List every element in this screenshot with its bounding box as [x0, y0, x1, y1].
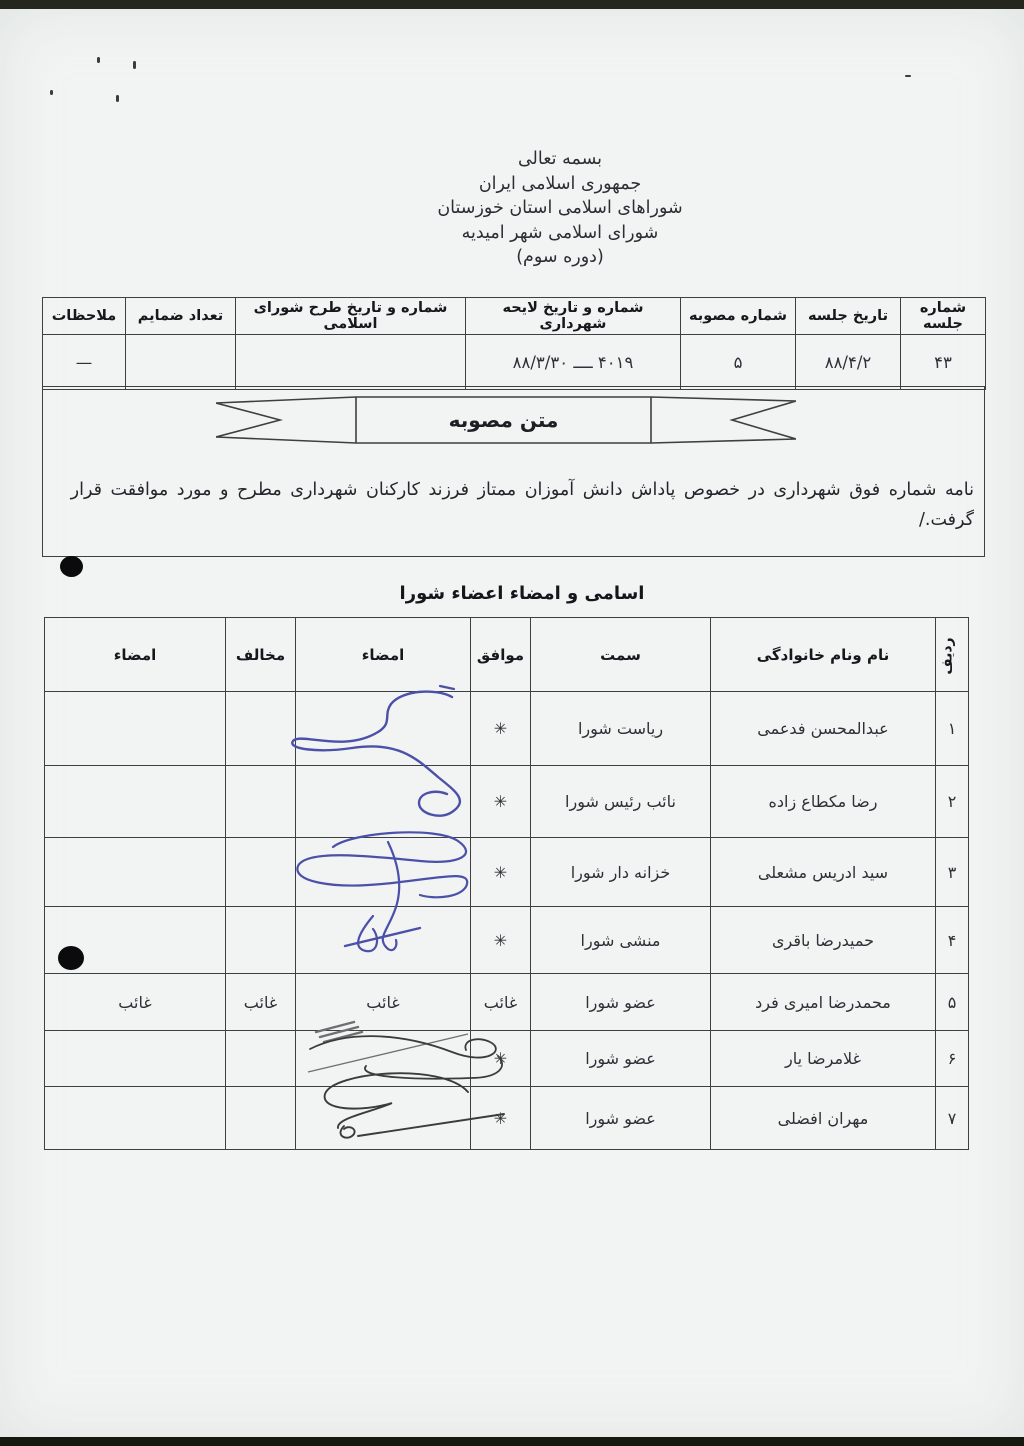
cell-agree-mark: ✳: [471, 692, 531, 766]
header-resolution-number: شماره مصوبه: [681, 298, 796, 335]
cell-agree-mark: ✳: [471, 1031, 531, 1087]
cell-signature-2: [45, 692, 226, 766]
cell-row-no: ۵: [936, 974, 969, 1031]
cell-position: منشی شورا: [531, 907, 711, 974]
member-row: [45, 838, 969, 907]
cell-agree-mark: ✳: [471, 766, 531, 838]
cell-row-no: ۴: [936, 907, 969, 974]
cell-name: رضا مکطاع زاده: [711, 766, 936, 838]
member-row: [45, 766, 969, 838]
cell-oppose: [226, 692, 296, 766]
scan-edge: [0, 1437, 1024, 1446]
header-session-number: شماره جلسه: [901, 298, 986, 335]
scan-speck: [50, 90, 53, 95]
resolution-banner-ribbon: [216, 393, 796, 447]
cell-oppose: غائب: [226, 974, 296, 1031]
header-council-plan: شماره و تاریخ طرح شورای اسلامی: [236, 298, 466, 335]
member-row: [45, 907, 969, 974]
resolution-text: نامه شماره فوق شهرداری در خصوص پاداش دانش آموزان ممتاز فرزند کارکنان شهرداری مطرح و مورد موافقت قرار گرفت./: [70, 480, 974, 530]
cell-signature: غائب: [296, 974, 471, 1031]
members-header-row: [45, 618, 969, 692]
member-row: [45, 974, 969, 1031]
header-member-position: سمت: [531, 618, 711, 692]
cell-signature-2: [45, 838, 226, 907]
cell-signature-2: غائب: [45, 974, 226, 1031]
cell-signature-2: [45, 1087, 226, 1150]
cell-agree-mark: ✳: [471, 838, 531, 907]
cell-name: مهران افضلی: [711, 1087, 936, 1150]
value-resolution-number: ۵: [681, 335, 796, 390]
cell-signature: [296, 692, 471, 766]
value-session-number: ۴۳: [901, 335, 986, 390]
session-meta-table: [42, 297, 986, 390]
cell-agree-mark: غائب: [471, 974, 531, 1031]
header-municipality-bill: شماره و تاریخ لایحه شهرداری: [466, 298, 681, 335]
value-municipality-bill: ۴۰۱۹ ــــ ۸۸/۳/۳۰: [466, 335, 681, 390]
cell-signature: [296, 838, 471, 907]
cell-position: عضو شورا: [531, 1031, 711, 1087]
cell-position: نائب رئیس شورا: [531, 766, 711, 838]
city-org-line: شورای اسلامی شهر امیدیه: [461, 222, 659, 243]
cell-oppose: [226, 838, 296, 907]
cell-oppose: [226, 1031, 296, 1087]
header-session-date: تاریخ جلسه: [796, 298, 901, 335]
scan-speck: [905, 75, 911, 77]
row-number-label: ردیف: [939, 636, 956, 675]
meta-value-row: [43, 335, 986, 390]
scan-speck: [133, 61, 136, 69]
cell-signature-2: [45, 1031, 226, 1087]
cell-row-no: ۷: [936, 1087, 969, 1150]
member-row: [45, 1087, 969, 1150]
cell-agree-mark: ✳: [471, 907, 531, 974]
header-member-name: نام ونام خانوادگی: [711, 618, 936, 692]
scan-speck: [116, 95, 119, 102]
header-remarks: ملاحظات: [43, 298, 126, 335]
cell-position: ریاست شورا: [531, 692, 711, 766]
cell-row-no: ۳: [936, 838, 969, 907]
members-signature-table: [44, 617, 969, 1150]
header-attachments-count: تعداد ضمایم: [126, 298, 236, 335]
value-remarks: —: [43, 335, 126, 390]
cell-oppose: [226, 907, 296, 974]
cell-row-no: ۶: [936, 1031, 969, 1087]
cell-signature-2: [45, 766, 226, 838]
cell-name: محمدرضا امیری فرد: [711, 974, 936, 1031]
cell-signature-2: [45, 907, 226, 974]
header-oppose: مخالف: [226, 618, 296, 692]
cell-signature: [296, 1087, 471, 1150]
cell-name: عبدالمحسن فدعمی: [711, 692, 936, 766]
cell-oppose: [226, 766, 296, 838]
member-row: [45, 692, 969, 766]
cell-position: خزانه دار شورا: [531, 838, 711, 907]
member-row: [45, 1031, 969, 1087]
cell-agree-mark: ✳: [471, 1087, 531, 1150]
resolution-banner-title: متن مصوبه: [448, 408, 559, 432]
value-attachments-count: [126, 335, 236, 390]
meta-header-row: [43, 298, 986, 335]
cell-signature: [296, 766, 471, 838]
cell-position: عضو شورا: [531, 974, 711, 1031]
cell-name: حمیدرضا باقری: [711, 907, 936, 974]
country-line: جمهوری اسلامی ایران: [478, 173, 642, 194]
cell-row-no: ۲: [936, 766, 969, 838]
cell-signature: [296, 1031, 471, 1087]
cell-position: عضو شورا: [531, 1087, 711, 1150]
header-signature-2: امضاء: [45, 618, 226, 692]
hole-punch: [60, 556, 83, 577]
header-agree: موافق: [471, 618, 531, 692]
resolution-box: [42, 386, 985, 557]
value-council-plan: [236, 335, 466, 390]
header-row-number: [936, 618, 969, 692]
scanned-page: [0, 9, 1024, 1437]
cell-row-no: ۱: [936, 692, 969, 766]
members-section-title: اسامی و امضاء اعضاء شورا: [399, 583, 645, 604]
cell-name: غلامرضا یار: [711, 1031, 936, 1087]
term-line: (دوره سوم): [516, 247, 604, 267]
cell-oppose: [226, 1087, 296, 1150]
scan-speck: [97, 57, 100, 63]
letterhead: [300, 147, 820, 270]
cell-name: سید ادریس مشعلی: [711, 838, 936, 907]
value-session-date: ۸۸/۴/۲: [796, 335, 901, 390]
province-org-line: شوراهای اسلامی استان خوزستان: [437, 198, 683, 218]
header-signature: امضاء: [296, 618, 471, 692]
bismillah-line: بسمه تعالی: [517, 149, 603, 169]
cell-signature: [296, 907, 471, 974]
